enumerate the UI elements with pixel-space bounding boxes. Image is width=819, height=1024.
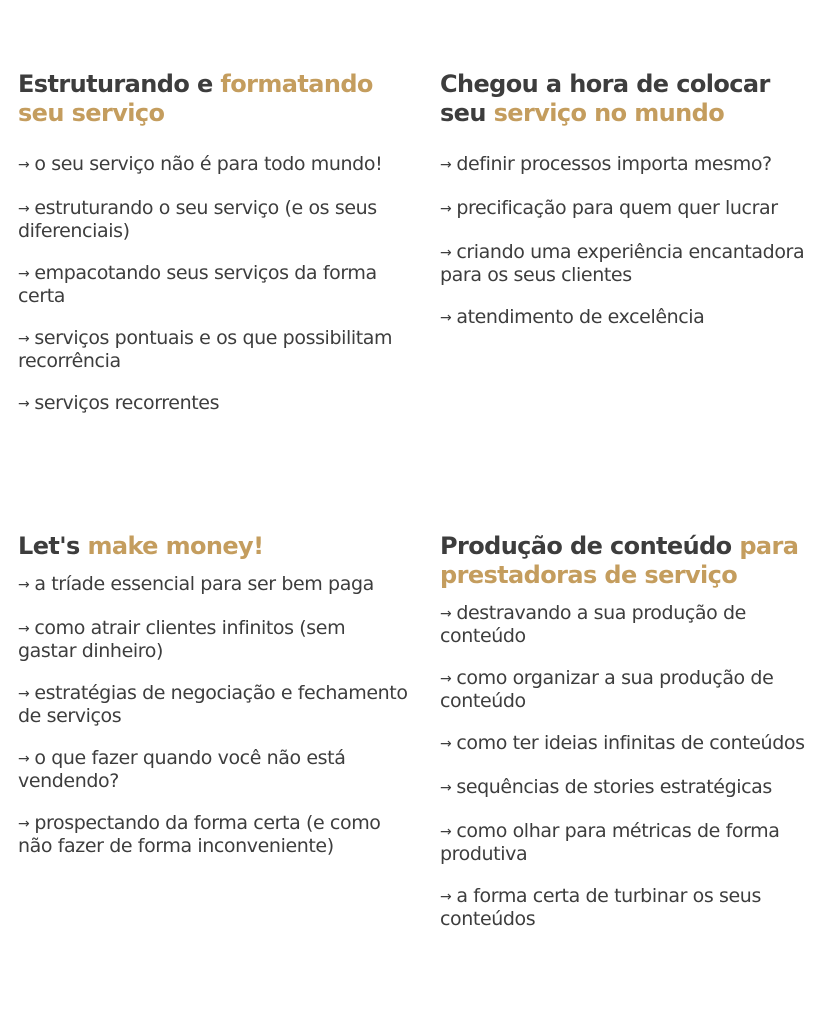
title-accent: formatando seu serviço bbox=[18, 70, 373, 127]
topic-list bbox=[440, 154, 815, 330]
arrow-icon: → bbox=[18, 816, 30, 832]
arrow-icon: → bbox=[18, 157, 30, 173]
arrow-icon: → bbox=[18, 201, 30, 217]
item-text: serviços recorrentes bbox=[34, 392, 220, 414]
item-text: empacotando seus serviços da forma certa bbox=[18, 262, 377, 307]
list-item bbox=[440, 777, 815, 800]
list-item bbox=[440, 198, 815, 221]
item-text: como ter ideias infinitas de conteúdos bbox=[456, 732, 805, 754]
arrow-icon: → bbox=[440, 310, 452, 326]
item-text: criando uma experiência encantadora para os seus clientes bbox=[440, 241, 805, 286]
arrow-icon: → bbox=[18, 331, 30, 347]
list-item bbox=[440, 886, 815, 930]
arrow-icon: → bbox=[18, 396, 30, 412]
item-text: estratégias de negociação e fechamento de serviços bbox=[18, 682, 408, 727]
module-title bbox=[18, 532, 408, 561]
module-servico-no-mundo bbox=[440, 70, 815, 351]
arrow-icon: → bbox=[440, 889, 452, 905]
item-text: como olhar para métricas de forma produtiva bbox=[440, 820, 780, 865]
item-text: a tríade essencial para ser bem paga bbox=[34, 573, 374, 595]
title-plain: Chegou a hora de colocar seu bbox=[440, 70, 770, 127]
list-item bbox=[440, 668, 815, 712]
topic-list bbox=[18, 574, 408, 857]
list-item bbox=[440, 307, 815, 330]
arrow-icon: → bbox=[18, 577, 30, 593]
arrow-icon: → bbox=[18, 621, 30, 637]
list-item bbox=[18, 198, 408, 242]
item-text: atendimento de excelência bbox=[456, 306, 705, 328]
module-estruturando bbox=[18, 70, 408, 437]
list-item bbox=[18, 748, 408, 792]
arrow-icon: → bbox=[440, 157, 452, 173]
topic-list bbox=[18, 154, 408, 416]
item-text: sequências de stories estratégicas bbox=[456, 776, 772, 798]
arrow-icon: → bbox=[440, 245, 452, 261]
title-accent: para prestadoras de serviço bbox=[440, 532, 799, 589]
list-item bbox=[18, 618, 408, 662]
list-item bbox=[440, 242, 815, 286]
item-text: prospectando da forma certa (e como não fazer de forma inconveniente) bbox=[18, 812, 381, 857]
item-text: estruturando o seu serviço (e os seus diferenciais) bbox=[18, 197, 377, 242]
module-title bbox=[18, 70, 408, 128]
list-item bbox=[18, 574, 408, 597]
list-item bbox=[18, 263, 408, 307]
list-item bbox=[440, 154, 815, 177]
arrow-icon: → bbox=[440, 824, 452, 840]
list-item bbox=[18, 393, 408, 416]
item-text: destravando a sua produção de conteúdo bbox=[440, 602, 746, 647]
module-title bbox=[440, 532, 815, 590]
module-producao-conteudo bbox=[440, 532, 815, 951]
list-item bbox=[18, 154, 408, 177]
title-plain: Let's bbox=[18, 532, 88, 560]
topic-list bbox=[440, 603, 815, 930]
item-text: definir processos importa mesmo? bbox=[456, 153, 772, 175]
module-make-money bbox=[18, 532, 408, 878]
title-accent: serviço no mundo bbox=[493, 99, 725, 127]
item-text: como organizar a sua produção de conteúdo bbox=[440, 667, 774, 712]
item-text: precificação para quem quer lucrar bbox=[456, 197, 778, 219]
list-item bbox=[440, 603, 815, 647]
module-title bbox=[440, 70, 815, 128]
arrow-icon: → bbox=[440, 671, 452, 687]
item-text: como atrair clientes infinitos (sem gastar dinheiro) bbox=[18, 617, 346, 662]
arrow-icon: → bbox=[440, 780, 452, 796]
arrow-icon: → bbox=[18, 751, 30, 767]
arrow-icon: → bbox=[18, 266, 30, 282]
list-item bbox=[440, 821, 815, 865]
item-text: serviços pontuais e os que possibilitam recorrência bbox=[18, 327, 393, 372]
arrow-icon: → bbox=[18, 686, 30, 702]
title-accent: make money! bbox=[87, 532, 264, 560]
item-text: o seu serviço não é para todo mundo! bbox=[34, 153, 383, 175]
title-plain: Produção de conteúdo bbox=[440, 532, 740, 560]
item-text: a forma certa de turbinar os seus conteúdos bbox=[440, 885, 761, 930]
list-item bbox=[18, 683, 408, 727]
arrow-icon: → bbox=[440, 606, 452, 622]
item-text: o que fazer quando você não está vendendo? bbox=[18, 747, 346, 792]
arrow-icon: → bbox=[440, 736, 452, 752]
list-item bbox=[18, 328, 408, 372]
title-plain: Estruturando e bbox=[18, 70, 221, 98]
list-item bbox=[440, 733, 815, 756]
arrow-icon: → bbox=[440, 201, 452, 217]
list-item bbox=[18, 813, 408, 857]
